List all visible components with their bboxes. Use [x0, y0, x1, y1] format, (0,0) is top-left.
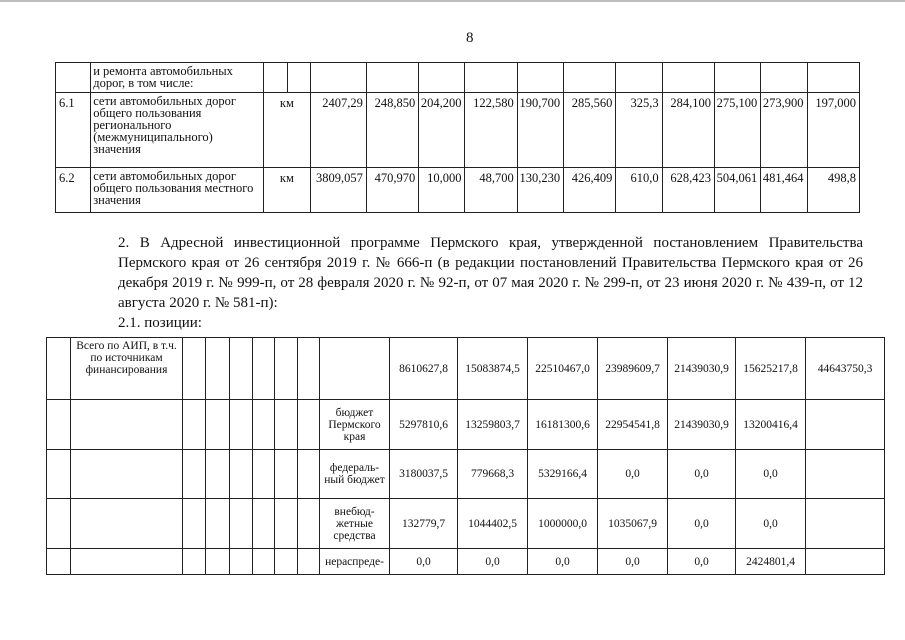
value-cell: 273,900 [761, 93, 807, 168]
positions-paragraph: 2.1. позиции: [118, 315, 202, 331]
value-cell: 0,0 [390, 549, 458, 575]
value-cell: 44643750,3 [806, 338, 885, 400]
value-cell: 3809,057 [310, 168, 366, 213]
value-cell: 13259803,7 [458, 400, 528, 450]
value-cell: 130,230 [517, 168, 563, 213]
value-cell: 3180037,5 [390, 450, 458, 499]
value-cell: 21439030,9 [668, 400, 736, 450]
value-cell [806, 499, 885, 549]
value-cell: 628,423 [662, 168, 714, 213]
value-cell: 504,061 [714, 168, 760, 213]
value-cell: 13200416,4 [736, 400, 806, 450]
value-cell: 2424801,4 [736, 549, 806, 575]
value-cell: 0,0 [668, 499, 736, 549]
value-cell: 23989609,7 [598, 338, 668, 400]
road-length-table [55, 62, 860, 213]
table-row [47, 450, 885, 499]
value-cell: 610,0 [616, 168, 662, 213]
row-code: 6.2 [56, 168, 91, 213]
value-cell [806, 400, 885, 450]
value-cell: 0,0 [458, 549, 528, 575]
row-name: сети автомобильных дорог общего пользования регионального (межмуниципального) значения [91, 93, 264, 168]
value-cell: 0,0 [598, 549, 668, 575]
value-cell: 132779,7 [390, 499, 458, 549]
value-cell: 1000000,0 [528, 499, 598, 549]
value-cell: 0,0 [598, 450, 668, 499]
value-cell: 5297810,6 [390, 400, 458, 450]
value-cell: 248,850 [366, 93, 418, 168]
value-cell: 0,0 [736, 499, 806, 549]
table-row [56, 168, 860, 213]
value-cell: 15083874,5 [458, 338, 528, 400]
funding-source: федераль-ный бюджет [320, 450, 390, 499]
row-unit: км [264, 93, 310, 168]
value-cell: 122,580 [465, 93, 517, 168]
value-cell: 16181300,6 [528, 400, 598, 450]
funding-source: бюджет Пермского края [320, 400, 390, 450]
value-cell: 204,200 [419, 93, 465, 168]
table-row [47, 400, 885, 450]
table-row [47, 499, 885, 549]
value-cell [806, 450, 885, 499]
value-cell: 1035067,9 [598, 499, 668, 549]
value-cell: 10,000 [419, 168, 465, 213]
value-cell: 1044402,5 [458, 499, 528, 549]
value-cell: 21439030,9 [668, 338, 736, 400]
value-cell: 22954541,8 [598, 400, 668, 450]
row-code: 6.1 [56, 93, 91, 168]
value-cell: 0,0 [736, 450, 806, 499]
value-cell: 779668,3 [458, 450, 528, 499]
value-cell: 275,100 [714, 93, 760, 168]
table-row [47, 338, 885, 400]
investment-program-table [46, 337, 885, 575]
value-cell: 481,464 [761, 168, 807, 213]
table-row [56, 63, 860, 93]
top-border-line [0, 0, 905, 2]
value-cell: 470,970 [366, 168, 418, 213]
value-cell: 325,3 [616, 93, 662, 168]
funding-source [320, 338, 390, 400]
value-cell [806, 549, 885, 575]
value-cell: 5329166,4 [528, 450, 598, 499]
funding-source: нераспреде- [320, 549, 390, 575]
value-cell: 0,0 [668, 450, 736, 499]
table-row [47, 549, 885, 575]
page-number: 8 [466, 30, 474, 46]
row-name: сети автомобильных дорог общего пользования местного значения [91, 168, 264, 213]
value-cell: 8610627,8 [390, 338, 458, 400]
value-cell: 498,8 [807, 168, 859, 213]
value-cell: 284,100 [662, 93, 714, 168]
value-cell: 190,700 [517, 93, 563, 168]
value-cell: 197,000 [807, 93, 859, 168]
value-cell: 285,560 [564, 93, 616, 168]
value-cell: 48,700 [465, 168, 517, 213]
row-unit: км [264, 168, 310, 213]
value-cell: 15625217,8 [736, 338, 806, 400]
total-label: Всего по АИП, в т.ч. по источникам финансирования [71, 338, 183, 400]
value-cell: 0,0 [668, 549, 736, 575]
value-cell: 22510467,0 [528, 338, 598, 400]
amendment-paragraph: 2. В Адресной инвестиционной программе Пермского края, утвержденной постановлением Правительства Пермского края от 26 сентября 2019 г. № 666-п (в редакции постановлений Правительства Пермского края от 26 декабря 2019 г. № 999-п, от 28 февраля 2020 г. № 92-п, от 07 мая 2020 г. № 299-п, от 23 июня 2020 г. № 439-п, от 12 августа 2020 г. № 581-п): [118, 235, 863, 311]
funding-source: внебюд-жетные средства [320, 499, 390, 549]
table-row [56, 93, 860, 168]
table-header-cell: и ремонта автомобильных дорог, в том числе: [91, 63, 264, 93]
value-cell: 0,0 [528, 549, 598, 575]
value-cell: 426,409 [564, 168, 616, 213]
value-cell: 2407,29 [310, 93, 366, 168]
